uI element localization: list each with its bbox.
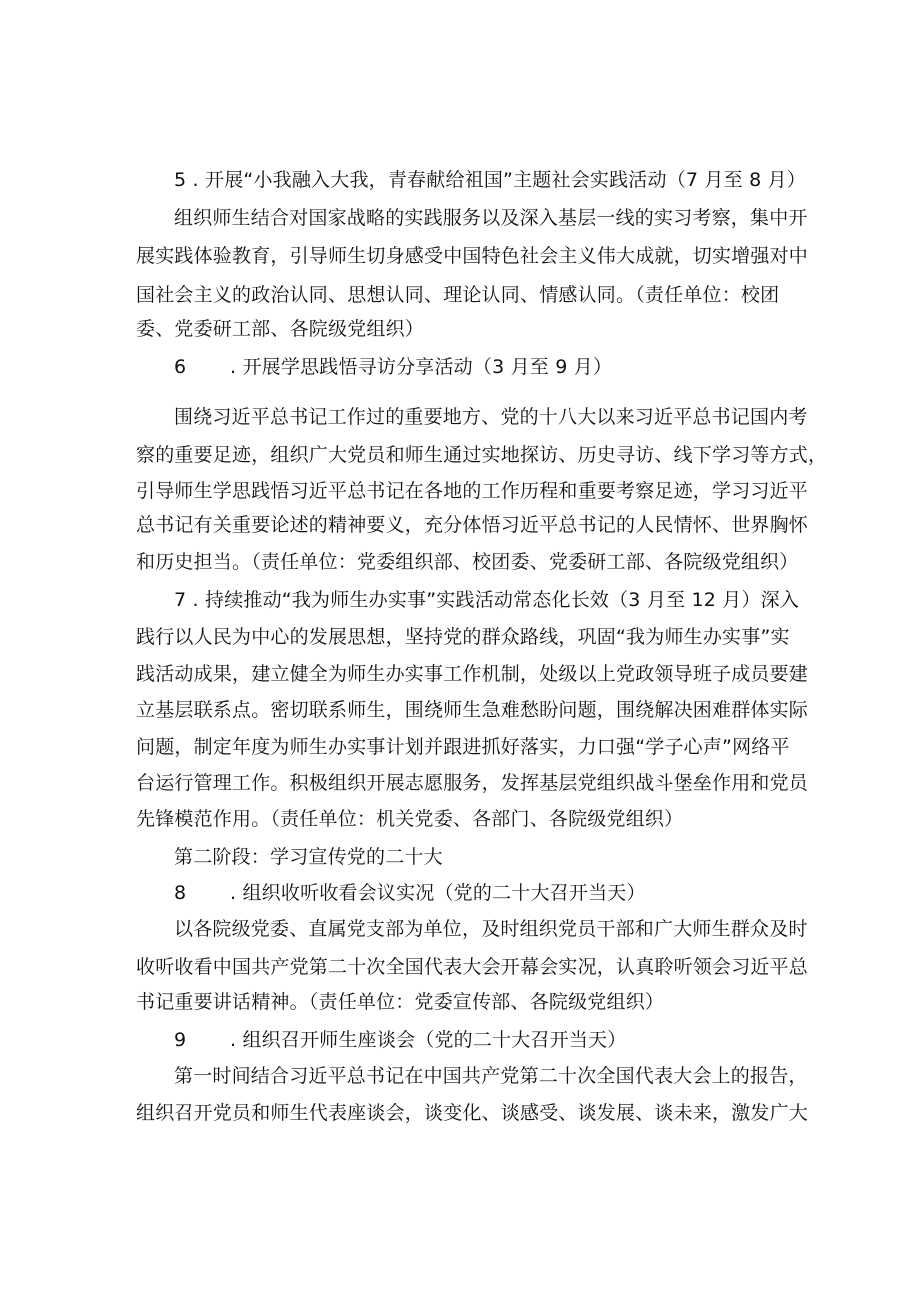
item8-heading-row [174,881,646,905]
item5-body-line: 国社会主义的政治认同、思想认同、理论认同、情感认同。（责任单位：校团 [136,284,780,306]
item9-heading: . 组织召开师生座谈会（党的二十大召开当天） [230,1029,627,1051]
item7-body-line: 践活动成果，建立健全为师生办实事工作机制，处级以上党政领导班子成员要建 [136,663,809,685]
item7-body-line: 践行以人民为中心的发展思想，坚持党的群众路线，巩固“我为师生办实事”实 [136,626,790,648]
item7-body-line: 立基层联系点。密切联系师生，围绕师生急难愁盼问题，围绕解决困难群体实际 [136,699,809,721]
item8-number: 8 [174,882,187,904]
item8-body-line: 以各院级党委、直属党支部为单位，及时组织党员干部和广大师生群众及时 [174,918,808,940]
item6-number: 6 [174,356,187,378]
item9-number: 9 [174,1029,187,1051]
item6-heading-row [174,355,612,379]
item8-heading: . 组织收听收看会议实况（党的二十大召开当天） [230,882,646,904]
item6-body-line: 和历史担当。（责任单位：党委组织部、校团委、党委研工部、各院级党组织） [136,551,799,573]
item7-body-line: 台运行管理工作。积极组织开展志愿服务，发挥基层党组织战斗堡垒作用和党员 [136,772,809,794]
item8-body-line: 收听收看中国共产党第二十次全国代表大会开幕会实况，认真聆听领会习近平总 [136,956,809,978]
item6-body-line: 围绕习近平总书记工作过的重要地方、党的十八大以来习近平总书记国内考 [174,406,808,428]
item7-heading: 7 . 持续推动“我为师生办实事”实践活动常态化长效（3 月至 12 月）深入 [174,589,800,611]
item5-body-line: 委、党委研工部、各院级党组织） [136,318,425,340]
item6-body-line: 察的重要足迹，组织广大党员和师生通过实地探访、历史寻访、线下学习等方式， [136,444,828,466]
item9-body-line: 组织召开党员和师生代表座谈会，谈变化、谈感受、谈发展、谈未来，激发广大 [136,1102,809,1124]
item6-body-line: 引导师生学思践悟习近平总书记在各地的工作历程和重要考察足迹，学习习近平 [136,480,809,502]
stage-heading: 第二阶段：学习宣传党的二十大 [174,846,443,868]
item5-body-line: 组织师生结合对国家战略的实践服务以及深入基层一线的实习考察，集中开 [174,207,808,229]
item6-body-line: 总书记有关重要论述的精神要义，充分体悟习近平总书记的人民情怀、世界胸怀 [136,514,809,536]
item7-body-line: 问题，制定年度为师生办实事计划并跟进抓好落实，力口强“学子心声”网络平 [136,736,790,758]
item6-heading: . 开展学思践悟寻访分享活动（3 月至 9 月） [230,356,613,378]
item5-heading: 5 . 开展“小我融入大我，青春献给祖国”主题社会实践活动（7 月至 8 月） [174,169,806,191]
item5-body-line: 展实践体验教育，引导师生切身感受中国特色社会主义伟大成就，切实增强对中 [136,245,809,267]
item7-body-line: 先锋模范作用。（责任单位：机关党委、各部门、各院级党组织） [136,808,684,830]
item9-heading-row [174,1028,626,1052]
item8-body-line: 书记重要讲话精神。（责任单位：党委宣传部、各院级党组织） [136,991,665,1013]
item9-body-line: 第一时间结合习近平总书记在中国共产党第二十次全国代表大会上的报告， [174,1065,808,1087]
